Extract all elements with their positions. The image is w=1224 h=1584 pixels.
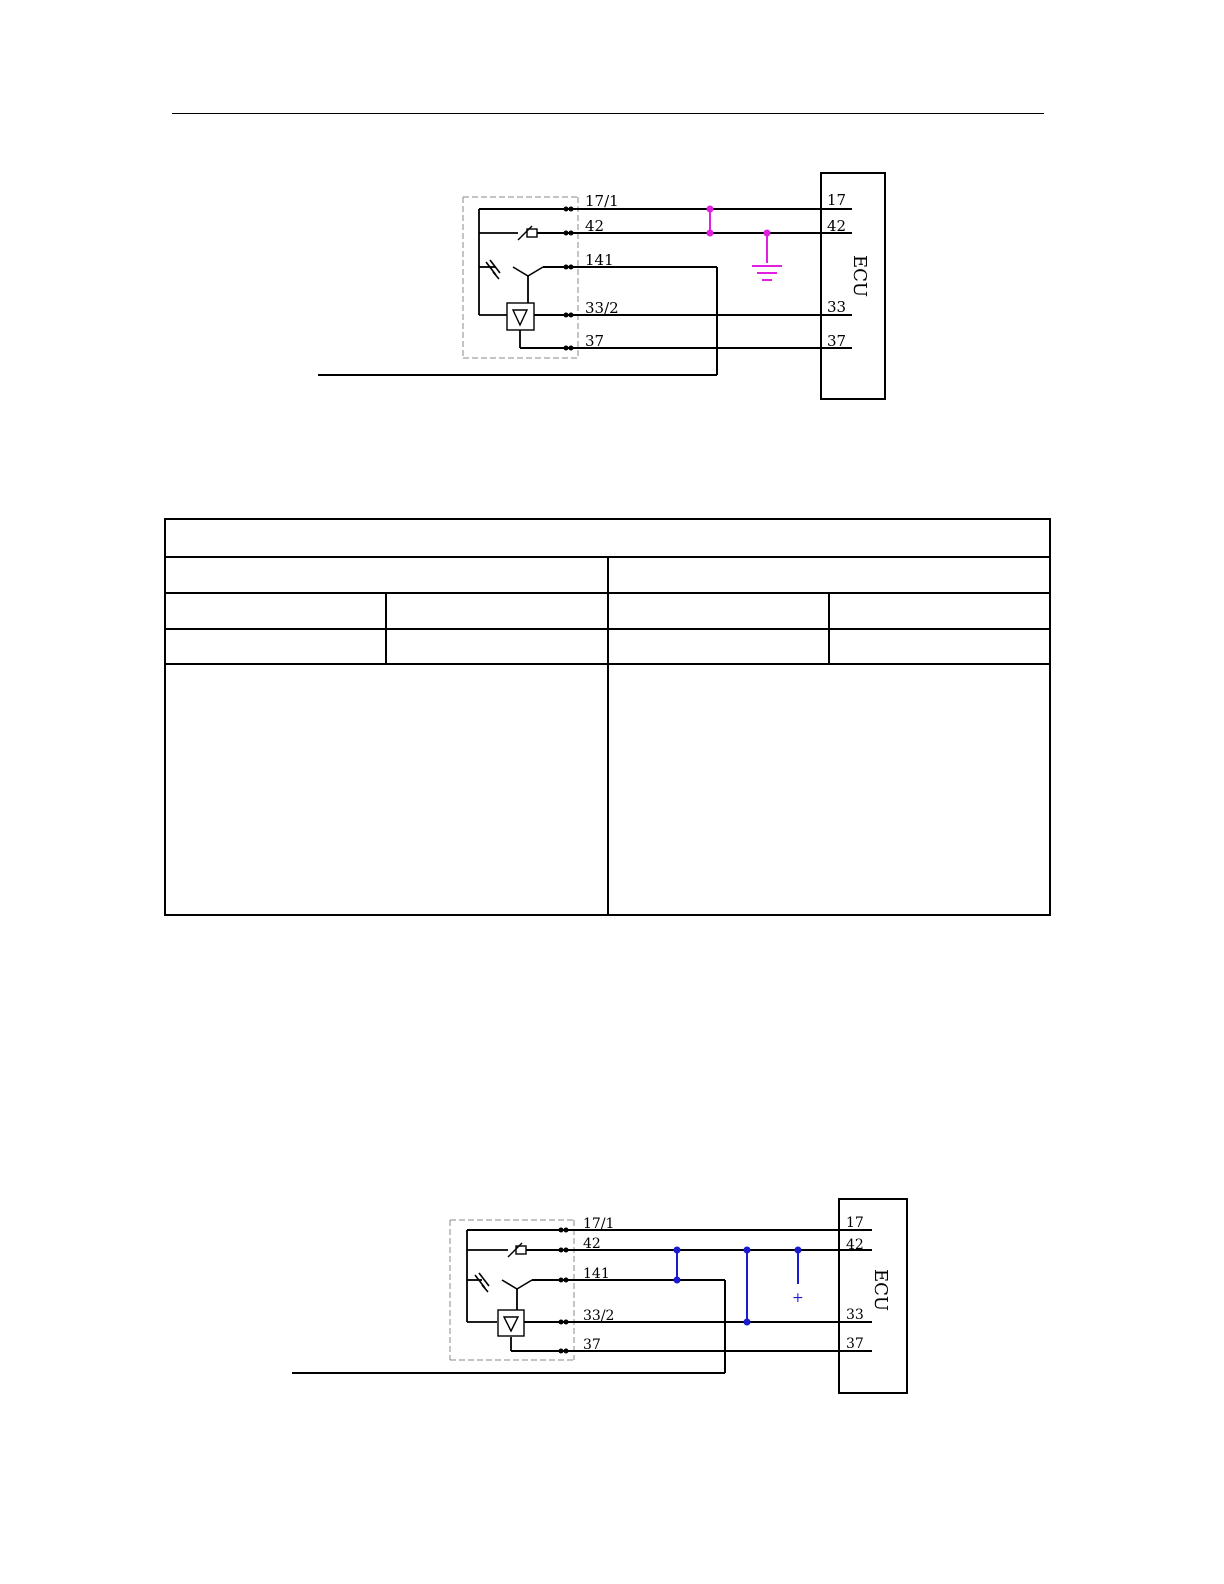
table-row	[165, 557, 1050, 593]
ecu-pin-label: 17	[827, 191, 847, 209]
table-cell	[829, 593, 1050, 629]
table-cell	[386, 593, 607, 629]
header-rule	[172, 113, 1044, 114]
table-cell	[608, 664, 1051, 915]
signal-lines	[292, 1230, 872, 1373]
table-cell	[608, 629, 829, 664]
pin-label: 33/2	[585, 299, 619, 317]
ecu-label: ECU	[849, 255, 870, 298]
connector-pins	[564, 207, 574, 351]
jumper-wire	[708, 207, 770, 264]
table-cell	[165, 557, 608, 593]
ecu-pin-label: 42	[846, 1237, 864, 1253]
thermistor-icon	[518, 226, 537, 240]
table-cell	[829, 629, 1050, 664]
connector-pins	[559, 1228, 569, 1354]
table-row	[165, 629, 1050, 664]
ground-icon	[752, 266, 782, 280]
pin-label: 17/1	[585, 192, 619, 210]
pin-label: 42	[583, 1236, 601, 1252]
phototransistor-icon	[486, 260, 543, 279]
jumper-wire	[675, 1248, 801, 1325]
pin-label: 37	[583, 1337, 601, 1353]
table-cell	[608, 593, 829, 629]
data-table	[164, 518, 1051, 916]
pin-label: 42	[585, 217, 605, 235]
pin-label: 17/1	[583, 1216, 615, 1232]
table-row	[165, 664, 1050, 915]
ecu-pin-label: 42	[827, 217, 847, 235]
pin-label: 141	[585, 251, 614, 269]
ecu-pin-label: 33	[827, 298, 847, 316]
table-row	[165, 593, 1050, 629]
table-title-cell	[165, 519, 1050, 557]
sensor-housing	[450, 1220, 574, 1360]
ecu-label: ECU	[870, 1269, 891, 1312]
pin-label: 37	[585, 332, 605, 350]
pin-label: 33/2	[583, 1308, 615, 1324]
pin-label: 141	[583, 1266, 610, 1282]
ecu-pin-label: 33	[846, 1307, 864, 1323]
table-cell	[608, 557, 1051, 593]
wiring-diagram-bottom	[0, 1190, 1224, 1405]
table-cell	[165, 593, 386, 629]
thermistor-icon	[508, 1243, 526, 1257]
plus-icon: +	[792, 1290, 804, 1306]
phototransistor-icon	[475, 1273, 532, 1292]
table-cell	[165, 664, 608, 915]
table-cell	[386, 629, 607, 664]
amplifier-icon	[498, 1310, 524, 1336]
ecu-pin-label: 37	[827, 332, 847, 350]
table-row	[165, 519, 1050, 557]
table-cell	[165, 629, 386, 664]
wiring-diagram-top	[0, 160, 1224, 410]
ecu-pin-label: 17	[846, 1215, 864, 1231]
ecu-pin-label: 37	[846, 1336, 864, 1352]
amplifier-icon	[507, 303, 534, 330]
